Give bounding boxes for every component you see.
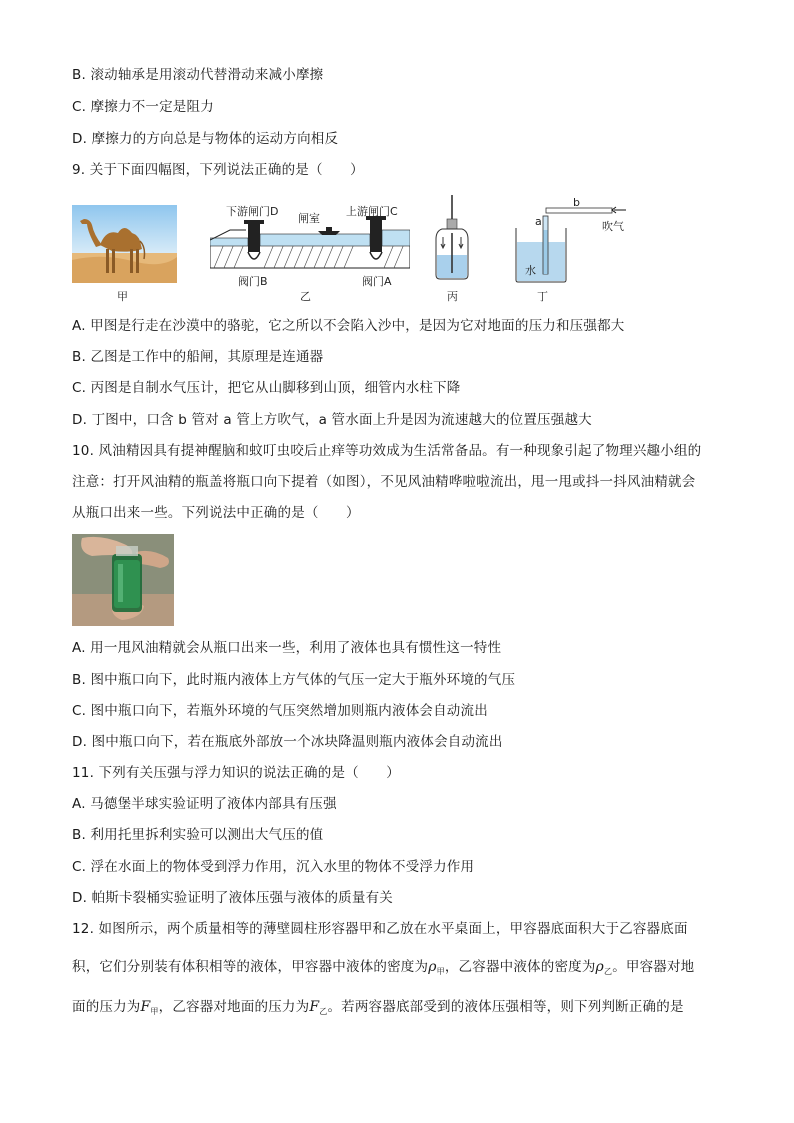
q12-line3	[72, 997, 684, 1022]
label-up-gate-c: 上游闸门C	[346, 205, 398, 218]
q12-line3-text-c: 。若两容器底部受到的液体压强相等，则下列判断正确的是	[327, 999, 684, 1015]
rho-letter: ρ	[428, 959, 437, 975]
f-yi-subscript: 乙	[319, 1007, 328, 1016]
oil-bottle-photo	[72, 534, 174, 626]
f-yi-symbol	[309, 999, 327, 1015]
q12-line2-text-b: ，乙容器中液体的密度为	[444, 959, 596, 975]
q12-line2	[72, 957, 694, 982]
camel-photo	[72, 205, 177, 283]
rho-letter: ρ	[595, 959, 604, 975]
fig-label-jia: 甲	[117, 290, 128, 303]
q10-stem-line2: 注意：打开风油精的瓶盖将瓶口向下提着（如图），不见风油精哗啦啦流出，甩一甩或抖一抖风油精就会	[72, 474, 696, 490]
q10-option-a: A. 用一甩风油精就会从瓶口出来一些，利用了液体也具有惯性这一特性	[72, 640, 502, 656]
label-tube-b: b	[573, 196, 580, 209]
q12-line3-text-b: ，乙容器对地面的压力为	[158, 999, 310, 1015]
q10-option-d: D. 图中瓶口向下，若在瓶底外部放一个冰块降温则瓶内液体会自动流出	[72, 734, 503, 750]
q8-option-c: C. 摩擦力不一定是阻力	[72, 99, 214, 115]
rho-yi-subscript: 乙	[603, 967, 613, 976]
label-valve-a: 阀门A	[362, 275, 392, 288]
fig-label-yi: 乙	[300, 290, 311, 303]
label-water: 水	[525, 264, 536, 277]
f-jia-symbol	[141, 999, 159, 1015]
label-down-gate-d: 下游闸门D	[226, 205, 279, 218]
f-letter: F	[140, 999, 151, 1015]
bottle-barometer-diagram	[432, 193, 472, 283]
q12-line1: 12. 如图所示，两个质量相等的薄壁圆柱形容器甲和乙放在水平桌面上，甲容器底面积大于乙容器底面	[72, 921, 688, 937]
fig-label-bing: 丙	[447, 290, 458, 303]
q11-stem: 11. 下列有关压强与浮力知识的说法正确的是（ ）	[72, 765, 400, 781]
q10-option-b: B. 图中瓶口向下，此时瓶内液体上方气体的气压一定大于瓶外环境的气压	[72, 672, 516, 688]
q12-line3-text-a: 面的压力为	[72, 999, 141, 1015]
q9-option-c: C. 丙图是自制水气压计，把它从山脚移到山顶，细管内水柱下降	[72, 380, 461, 396]
fig-label-ding: 丁	[537, 290, 548, 303]
q10-stem-line1: 10. 风油精因具有提神醒脑和蚊叮虫咬后止痒等功效成为生活常备品。有一种现象引起了物理兴趣小组的	[72, 443, 702, 459]
q11-option-c: C. 浮在水面上的物体受到浮力作用，沉入水里的物体不受浮力作用	[72, 859, 475, 875]
label-lock-chamber: 闸室	[298, 212, 320, 225]
q8-option-d: D. 摩擦力的方向总是与物体的运动方向相反	[72, 131, 339, 147]
q9-option-b: B. 乙图是工作中的船闸，其原理是连通器	[72, 349, 324, 365]
rho-jia-symbol	[428, 959, 445, 975]
label-valve-b: 阀门B	[238, 275, 268, 288]
q11-option-b: B. 利用托里拆利实验可以测出大气压的值	[72, 827, 324, 843]
label-tube-a: a	[535, 215, 542, 228]
q9-option-a: A. 甲图是行走在沙漠中的骆驼，它之所以不会陷入沙中，是因为它对地面的压力和压强都大	[72, 318, 625, 334]
q8-option-b: B. 滚动轴承是用滚动代替滑动来减小摩擦	[72, 67, 324, 83]
q12-line2-text-c: 。甲容器对地	[612, 959, 695, 975]
q12-line2-text-a: 积，它们分别装有体积相等的液体，甲容器中液体的密度为	[72, 959, 429, 975]
q11-option-a: A. 马德堡半球实验证明了液体内部具有压强	[72, 796, 337, 812]
q10-option-c: C. 图中瓶口向下，若瓶外环境的气压突然增加则瓶内液体会自动流出	[72, 703, 488, 719]
q10-stem-line3: 从瓶口出来一些。下列说法中正确的是（ ）	[72, 505, 360, 521]
rho-yi-symbol	[596, 959, 613, 975]
q9-option-d: D. 丁图中，口含 b 管对 a 管上方吹气，a 管水面上升是因为流速越大的位置压强越大	[72, 412, 592, 428]
rho-jia-subscript: 甲	[436, 967, 445, 976]
f-jia-subscript: 甲	[150, 1007, 159, 1016]
q11-option-d: D. 帕斯卡裂桶实验证明了液体压强与液体的质量有关	[72, 890, 393, 906]
label-blow: 吹气	[602, 220, 624, 233]
q9-stem: 9. 关于下面四幅图，下列说法正确的是（ ）	[72, 162, 364, 178]
f-letter: F	[309, 999, 320, 1015]
